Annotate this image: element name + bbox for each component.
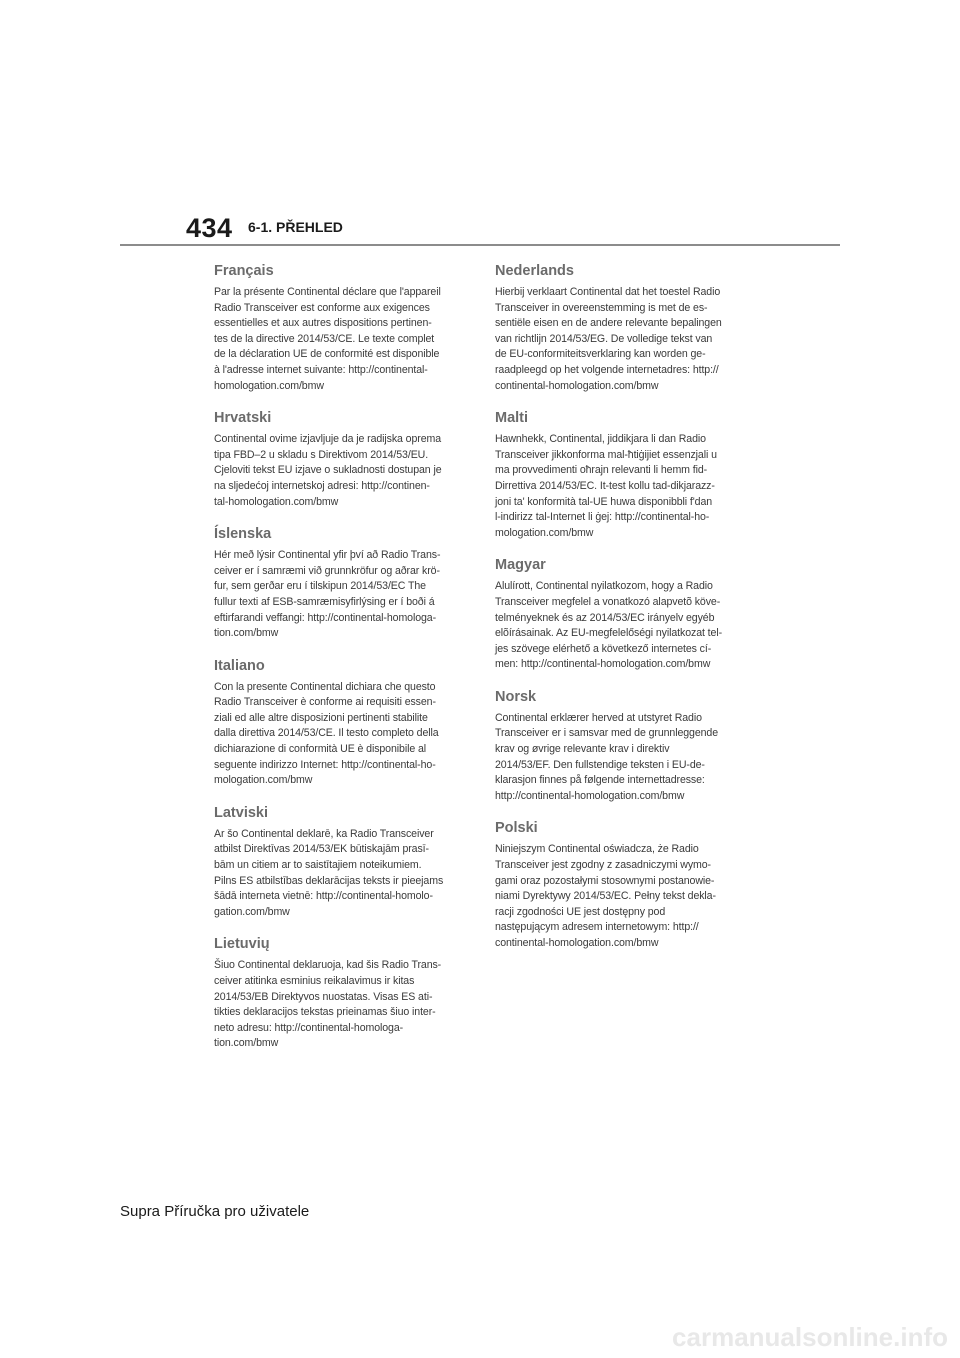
header-divider (120, 244, 840, 246)
lang-body: Con la presente Continental dichiara che questo Radio Transceiver è conforme ai requisiti essen- ziali ed alle altre disposizioni pertinenti stabilite dalla direttiva 2014/53/CE. Il testo completo della dichiarazione di conformità UE è disponibile al seguente indirizzo Internet: http://continental-ho- mologation.com/bmw (214, 680, 439, 787)
lang-heading: Magyar (495, 557, 546, 574)
lang-block-polish (495, 819, 747, 951)
lang-block-italian (214, 657, 466, 789)
lang-block-croatian (214, 409, 466, 510)
lang-block-lithuanian (214, 935, 466, 1052)
lang-block-norwegian (495, 688, 747, 805)
lang-body: Par la présente Continental déclare que l'appareil Radio Transceiver est conforme aux exigences essentielles et aux autres dispositions pertinen- tes de la directive 2014/53/CE. Le texte complet de la déclaration UE de conformité est disponible à l'adresse internet suivante: http://continental- homologation.com/bmw (214, 286, 441, 392)
lang-body: Šiuo Continental deklaruoja, kad šis Radio Trans- ceiver atitinka esminius reikalavimus ir kitas 2014/53/EB Direktyvos nuostatas. Visas ES ati- tikties deklaracijos tekstas prieinamas šiuo inter- neto adresu: http://continental-homologa- tion.com/bmw (214, 959, 442, 1050)
lang-body: Hierbij verklaart Continental dat het toestel Radio Transceiver in overeenstemming is met de es- sentiële eisen en de andere relevante bepalingen van richtlijn 2014/53/EG. De volledige tekst van de EU-conformiteitsverklaring kan worden ge- raadpleegd op het volgende internetadres: http:// continental-homologation.com/bmw (495, 286, 722, 392)
lang-block-latvian (214, 804, 466, 921)
manual-title-footer: Supra Příručka pro uživatele (120, 1203, 310, 1220)
lang-block-french (214, 262, 466, 394)
page-number: 434 (186, 213, 233, 243)
lang-body: Alulírott, Continental nyilatkozom, hogy a Radio Transceiver megfelel a vonatkozó alapvetõ köve- telményeknek és az 2014/53/EC irányelv egyéb elõírásainak. Az EU-megfelelőségi nyilatkozat tel- jes szövege elérhető a következő internetes cí- men: http://continental-homologation.com/bmw (495, 580, 722, 671)
lang-body: Hér með lýsir Continental yfir því að Radio Trans- ceiver er í samræmi við grunnkröfur og aðrar krö- fur, sem gerðar eru í tilskipun 2014/53/EC The fullur texti af ESB-samræmisyfirlýsing er í boði á eftirfarandi veffangi: http://continental-homologa- tion.com/bmw (214, 549, 441, 640)
section-title: 6-1. PŘEHLED (248, 219, 343, 235)
lang-heading: Français (214, 263, 274, 279)
lang-heading: Lietuvių (214, 936, 270, 953)
lang-block-maltese (495, 409, 747, 541)
lang-heading: Polski (495, 820, 538, 837)
lang-heading: Italiano (214, 657, 265, 674)
lang-body: Ar šo Continental deklarē, ka Radio Transceiver atbilst Direktīvas 2014/53/EK būtiskajām prasī- bām un citiem ar to saistītajiem noteikumiem. Pilns ES atbilstības deklarācijas teksts ir pieejams šādā interneta vietnē: http://continental-homolo- gation.com/bmw (214, 827, 444, 918)
lang-block-icelandic (214, 525, 466, 642)
lang-body: Continental ovime izjavljuje da je radijska oprema tipa FBD–2 u skladu s Direktivom 2014/53/EU. Cjeloviti tekst EU izjave o sukladnosti dostupan je na sljedećoj internetskoj adresi: http://continen- tal-homologation.com/bmw (214, 433, 442, 508)
watermark: carmanualsonline.info (672, 1322, 948, 1352)
lang-block-dutch (495, 262, 747, 394)
lang-body: Niniejszym Continental oświadcza, że Radio Transceiver jest zgodny z zasadniczymi wymo- gami oraz pozostałymi stosownymi postanowie- niami Dyrektywy 2014/53/EC. Pełny tekst dekla- racji zgodności UE jest dostępny pod następującym adresem internetowym: http:// continental-homologation.com/bmw (495, 843, 716, 949)
lang-body: Continental erklærer herved at utstyret Radio Transceiver er i samsvar med de grunnleggende krav og øvrige relevante krav i direktiv 2014/53/EF. Den fullstendige teksten i EU-de- klarasjon finnes på følgende internettadresse: http://continental-homologation.com/bmw (495, 711, 718, 802)
lang-heading: Norsk (495, 688, 537, 705)
lang-heading: Hrvatski (214, 410, 272, 427)
lang-body: Hawnhekk, Continental, jiddikjara li dan Radio Transceiver jikkonforma mal-ħtiġijiet essenzjali u ma provvedimenti oħrajn relevanti li hemm fid- Dirrettiva 2014/53/EC. It-test kollu tad-dikjarazz- joni ta' konformità tal-UE huwa disponibbli f'dan l-indirizz tal-Internet li ġej: http://continental-ho- mologation.com/bmw (495, 433, 717, 539)
right-column (495, 262, 747, 967)
lang-block-hungarian (495, 556, 747, 673)
lang-heading: Nederlands (495, 263, 574, 279)
lang-heading: Latviski (214, 804, 268, 821)
lang-heading: Malti (495, 410, 529, 427)
lang-heading: Íslenska (214, 526, 272, 543)
left-column (214, 262, 466, 1067)
